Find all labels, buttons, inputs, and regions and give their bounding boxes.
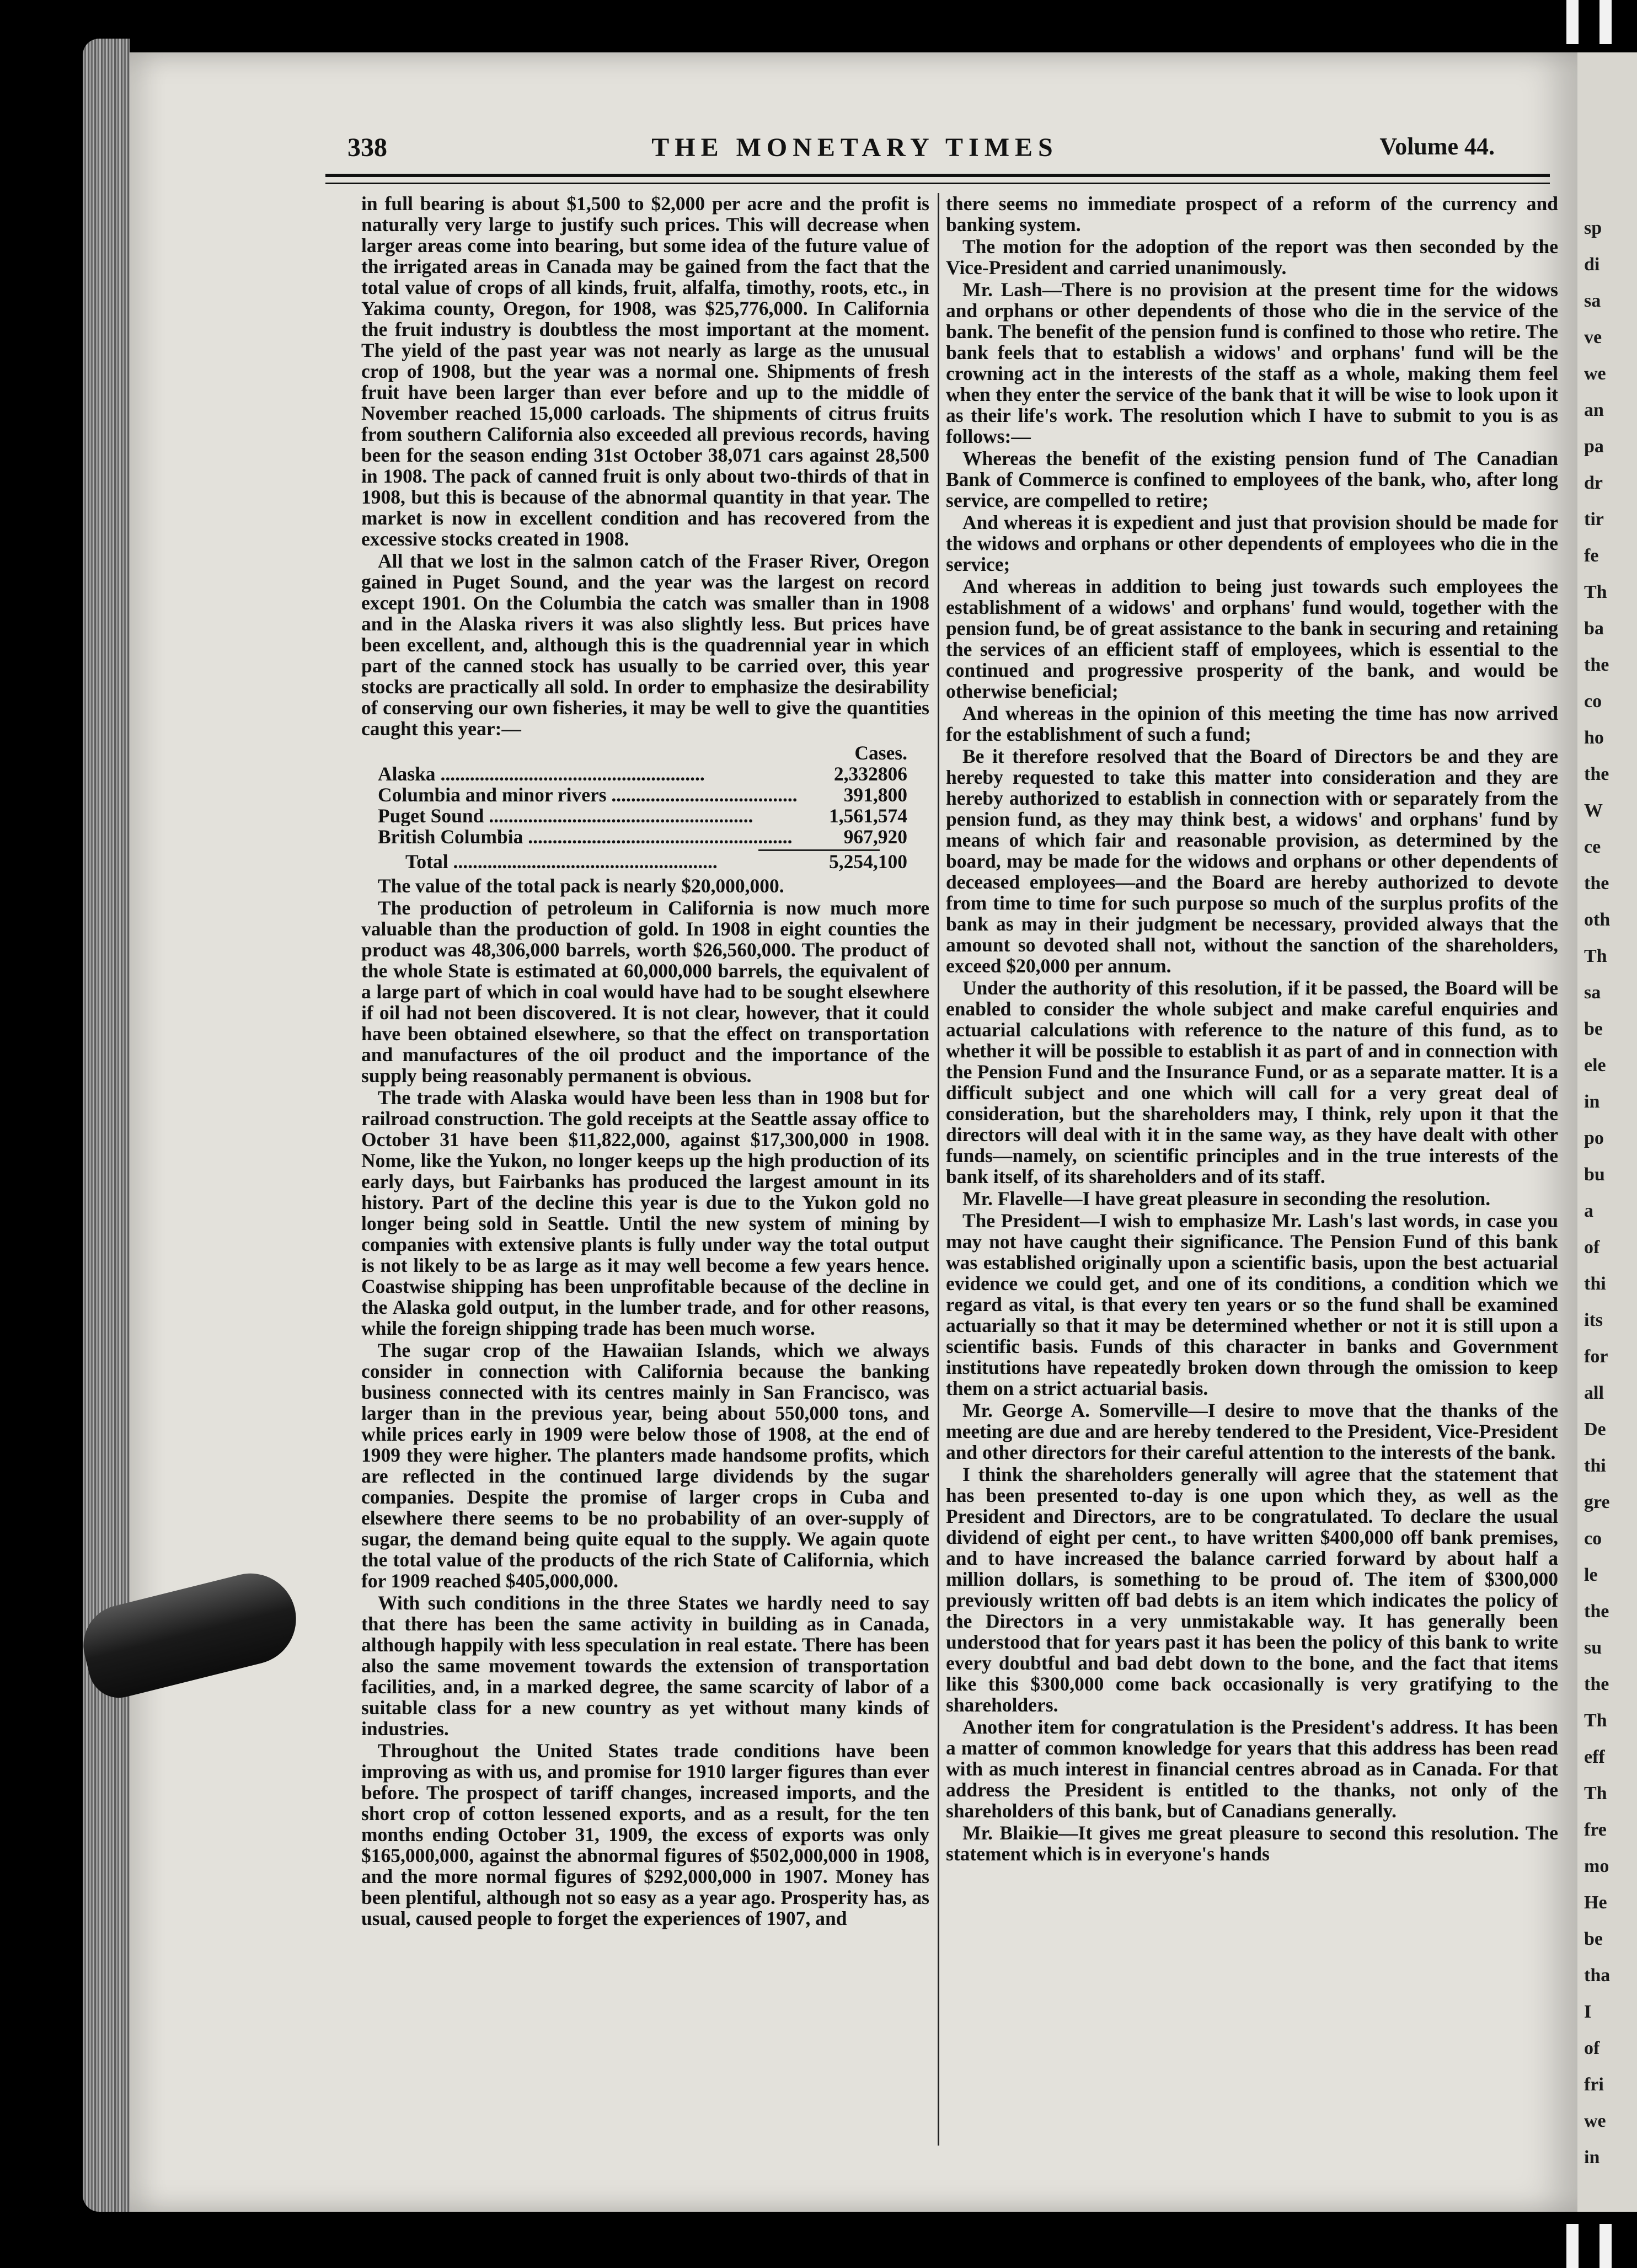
table-cell-place: British Columbia ..... <box>361 826 797 847</box>
adjacent-page-fragment: be <box>1584 1929 1603 1949</box>
adjacent-page-fragment: dr <box>1584 473 1603 493</box>
adjacent-page-fragment: ho <box>1584 728 1604 748</box>
resolution-clause: And whereas in the opinion of this meeting the time has now arrived for the establishment of such a fund; <box>946 702 1558 745</box>
header-rule <box>325 174 1550 184</box>
article-paragraph: The trade with Alaska would have been less than in 1908 but for railroad construction. The gold receipts at the Seattle assay office to October 31 have been $11,822,000, against $17,300,000 in 1908. Nome, like the Yukon, no longer keeps up the high production of its early days, but Fairbanks has produced the largest amount in its history. Part of the decline this year is due to the Yukon gold no longer being sold in Seattle. Until the new system of mining by companies with extensive plants is fully under way the total output is not likely to be as large as it may well become a few years hence. Coastwise shipping has been unprofitable because of the decline in the Alaska gold output, in the lumber trade, and for other reasons, while the foreign shipping trade has been much worse. <box>361 1087 929 1339</box>
adjacent-page-fragment: fri <box>1584 2074 1604 2095</box>
film-marker-top-right <box>1599 0 1612 44</box>
adjacent-page-fragment: all <box>1584 1383 1604 1403</box>
table-cell-place: Puget Sound ..... <box>361 805 797 826</box>
article-paragraph: there seems no immediate prospect of a reform of the currency and banking system. <box>946 193 1558 236</box>
article-paragraph: With such conditions in the three States we hardly need to say that there has been the same activity in building as in Canada, although happily with less speculation in real estate. There has been also the same movement towards the extension of transportation facilities, and, in a marked degree, the same scarcity of labor of a suitable class for a new country as yet without many kinds of industries. <box>361 1592 929 1740</box>
adjacent-page-fragment: ve <box>1584 327 1602 347</box>
article-paragraph: Another item for congratulation is the President's address. It has been a matter of common knowledge for years that this address has been read with as much interest in financial centres abroad as in Canada. For that address the President is entitled to the thanks, not only of the shareholders of this bank, but of Canadians generally. <box>946 1716 1558 1822</box>
adjacent-page-fragment: le <box>1584 1565 1598 1585</box>
adjacent-page-fragment: fe <box>1584 545 1599 566</box>
adjacent-page-fragment: be <box>1584 1019 1603 1039</box>
adjacent-page-fragment: co <box>1584 1528 1602 1549</box>
resolution-clause: Be it therefore resolved that the Board of Directors be and they are hereby requested to take this matter into consideration and they are hereby authorized to establish in connection with or separately from the pension fund, as they may think best, a widows' and orphans' fund by means of which fair and reasonable provision, as determined by the board, may be made for the widows and orphans or other dependents of deceased employees—and the Board are hereby authorized to devote from time to time for such purpose so much of the surplus profits of the bank as may in their judgment be necessary, provided always that the amount so devoted shall not, without the sanction of the shareholders, exceed $20,000 per annum. <box>946 745 1558 977</box>
adjacent-page-fragment: di <box>1584 254 1600 275</box>
article-paragraph: All that we lost in the salmon catch of the Fraser River, Oregon gained in Puget Sound, and the year was the largest on record except 1901. On the Columbia the catch was smaller than in 1908 and in the Alaska rivers it was also slightly less. But prices have been excellent, and, although this is the quadrennial year in which part of the canned stock has usually to be carried over, this year stocks are practically all sold. In order to emphasize the desirability of conserving our own fisheries, it may be well to give the quantities caught this year:— <box>361 550 929 740</box>
table-cell-place: Alaska ..... <box>361 763 797 784</box>
adjacent-page-fragment: bu <box>1584 1164 1605 1185</box>
adjacent-page-strip <box>1577 52 1637 2212</box>
adjacent-page-fragment: mo <box>1584 1856 1609 1876</box>
adjacent-page-fragment: thi <box>1584 1274 1606 1294</box>
left-column <box>361 193 929 2157</box>
adjacent-page-fragment: sa <box>1584 291 1601 311</box>
table-cell-place: Columbia and minor rivers ..... <box>361 784 797 805</box>
table-row <box>361 784 929 805</box>
publication-title: THE MONETARY TIMES <box>651 133 1058 162</box>
adjacent-page-fragment: the <box>1584 873 1609 894</box>
adjacent-page-fragment: tir <box>1584 509 1604 529</box>
adjacent-page-fragment: oth <box>1584 910 1611 930</box>
article-paragraph: in full bearing is about $1,500 to $2,000 per acre and the profit is naturally very large to justify such prices. This will decrease when larger areas come into bearing, but some idea of the future value of the irrigated areas in Canada may be gained from the fact that the total value of crops of all kinds, fruit, alfalfa, timothy, roots, etc., in Yakima county, Oregon, for 1908, was $25,776,000. In California the fruit industry is doubtless the most important at the moment. The yield of the past year was not nearly as large as the unusual crop of 1908, but the year was a normal one. Shipments of fresh fruit have been larger than ever before and up to the middle of November reached 15,000 carloads. The shipments of citrus fruits from southern California also exceeded all previous records, having been for the season ending 31st October 38,071 cars against 28,500 in 1908. The pack of canned fruit is only about two-thirds of that in 1908, but this is because of the abnormal quantity in that year. The market is now in excellent condition and has recovered from the excessive stocks created in 1908. <box>361 193 929 550</box>
adjacent-page-fragment: ba <box>1584 618 1604 639</box>
resolution-clause: And whereas in addition to being just towards such employees the establishment of a widows' and orphans' fund would, together with the pension fund, be of great assistance to the bank in securing and retaining the services of an efficient staff of employees, which is essential to the continued and progressive prosperity of the bank, and would be otherwise beneficial; <box>946 575 1558 702</box>
adjacent-page-fragment: ele <box>1584 1055 1606 1076</box>
adjacent-page-fragment: gre <box>1584 1492 1610 1512</box>
adjacent-page-fragment: an <box>1584 400 1604 420</box>
article-paragraph: The sugar crop of the Hawaiian Islands, which we always consider in connection with California because the banking business connected with its centres mainly in San Francisco, was larger than in the previous year, being about 550,000 tons, and while prices early in 1909 were below those of 1908, at the end of 1909 they were higher. The planters made handsome profits, which are reflected in the continued large dividends by the sugar companies. Despite the promise of larger crops in Cuba and elsewhere there seems to be no probability of an over-supply of sugar, the demand being quite equal to the supply. We again quote the total value of the products of the rich State of California, which for 1909 reached $405,000,000. <box>361 1339 929 1592</box>
adjacent-page-fragment: sa <box>1584 982 1601 1003</box>
adjacent-page-fragment: eff <box>1584 1747 1605 1767</box>
adjacent-page-fragment: of <box>1584 1237 1600 1258</box>
column-divider <box>938 193 939 2146</box>
adjacent-page-fragment: of <box>1584 2038 1600 2058</box>
article-paragraph: Throughout the United States trade conditions have been improving as with us, and promise for 1910 larger figures than ever before. The prospect of tariff changes, increased imports, and the short crop of cotton lessened exports, and as a result, for the ten months ending October 31, 1909, the excess of exports was only $165,000,000, against the abnormal figures of $502,000,000 in 1908, and the more normal figures of $292,000,000 in 1907. Money has been plentiful, although not so easy as a year ago. Prosperity has, as usual, caused people to forget the experiences of 1907, and <box>361 1740 929 1929</box>
adjacent-page-fragment: I <box>1584 2002 1592 2022</box>
adjacent-page-fragment: for <box>1584 1346 1608 1367</box>
article-paragraph: The motion for the adoption of the report was then seconded by the Vice-President and carried unanimously. <box>946 236 1558 279</box>
page-number: 338 <box>347 133 387 162</box>
article-paragraph: Mr. Flavelle—I have great pleasure in seconding the resolution. <box>962 1188 1491 1210</box>
adjacent-page-fragment: De <box>1584 1419 1606 1440</box>
table-cell-cases: 391,800 <box>843 784 907 806</box>
adjacent-page-fragment: sp <box>1584 218 1602 238</box>
adjacent-page-fragment: ce <box>1584 837 1601 857</box>
article-paragraph: The production of petroleum in California is now much more valuable than the production of gold. In 1908 in eight counties the product was 48,306,000 barrels, worth $26,560,000. The product of the whole State is estimated at 60,000,000 barrels, the equivalent of a large part of which in coal would have had to be sought elsewhere if oil had not been discovered. It is not clear, however, that it could have been obtained elsewhere, so that the effect on transportation and manufactures of the oil product and the importance of the supply being reasonably permanent is obvious. <box>361 897 929 1087</box>
adjacent-page-fragment: Th <box>1584 1710 1607 1731</box>
table-cell-cases: 967,920 <box>843 826 907 848</box>
adjacent-page-fragment: fre <box>1584 1820 1607 1840</box>
table-header: Cases. <box>854 742 907 764</box>
article-paragraph: Under the authority of this resolution, if it be passed, the Board will be enabled to consider the whole subject and make careful enquiries and actuarial calculations with reference to the nature of this fund, as to whether it will be possible to establish it as part of and in connection with the Pension Fund and the Insurance Fund, or as a separate matter. It is a difficult subject and one which will call for a very great deal of consideration, but the shareholders may, I think, rely upon it that the directors will deal with it in the same way, as they have dealt with other funds—namely, on scientific principles and in the true interests of the bank itself, of its shareholders and of its staff. <box>946 977 1558 1188</box>
film-marker-bottom-left <box>1566 2224 1579 2268</box>
table-row <box>361 763 929 784</box>
article-paragraph: I think the shareholders generally will agree that the statement that has been presented to-day is one upon which they, as well as the President and Directors, are to be congratulated. To declare the usual dividend of eight per cent., to have written $400,000 off bank premises, and to have increased the balance carried forward by about half a million dollars, is something to be proud of. The item of $300,000 previously written off bad debts is an item which indicates the policy of the Directors in a very unmistakable way. It has generally been understood that for years past it has been the policy of this bank to write every doubtful and bad debt down to the bone, and the fact that items like this $300,000 come back occasionally is very gratifying to the shareholders. <box>946 1463 1558 1716</box>
article-paragraph: Mr. Lash—There is no provision at the present time for the widows and orphans or other dependents of those who die in the service of the bank. The benefit of the pension fund is confined to those who retire. The bank feels that to establish a widows' and orphans' fund will be the crowning act in the interests of the staff as a whole, making them feel when they enter the service of the bank that it will be wise to look upon it as their life's work. The resolution which I have to submit to you is as follows:— <box>946 279 1558 447</box>
book-page-edges <box>83 39 130 2212</box>
right-column <box>946 193 1558 2157</box>
adjacent-page-fragment: we <box>1584 2111 1606 2131</box>
adjacent-page-fragment: Th <box>1584 582 1607 602</box>
adjacent-page-fragment: tha <box>1584 1965 1611 1986</box>
adjacent-page-fragment: in <box>1584 1092 1600 1112</box>
adjacent-page-fragment: its <box>1584 1310 1603 1330</box>
adjacent-page-fragment: the <box>1584 764 1609 784</box>
adjacent-page-fragment: the <box>1584 1674 1609 1694</box>
adjacent-page-fragment: the <box>1584 655 1609 675</box>
page-header <box>215 127 1495 171</box>
adjacent-page-fragment: Th <box>1584 1783 1607 1804</box>
table-cell-cases: 1,561,574 <box>829 805 907 827</box>
table-total-label: Total ..... <box>361 851 797 872</box>
adjacent-page-fragment: W <box>1584 800 1603 821</box>
adjacent-page-fragment: in <box>1584 2147 1600 2168</box>
adjacent-page-fragment: pa <box>1584 436 1604 457</box>
adjacent-page-fragment: co <box>1584 691 1602 712</box>
film-marker-bottom-right <box>1599 2224 1612 2268</box>
article-paragraph: Mr. George A. Somerville—I desire to move that the thanks of the meeting are due and are hereby tendered to the President, Vice-President and other directors for their careful attention to the interests of the bank. <box>946 1399 1558 1463</box>
adjacent-page-fragment: Th <box>1584 946 1607 966</box>
adjacent-page-fragment: thi <box>1584 1456 1606 1476</box>
resolution-clause: And whereas it is expedient and just that provision should be made for the widows and orphans or other dependents of employees who die in the service; <box>946 511 1558 575</box>
table-total-value: 5,254,100 <box>829 851 907 873</box>
table-row <box>361 805 929 826</box>
adjacent-page-fragment: a <box>1584 1201 1593 1221</box>
adjacent-page-fragment: su <box>1584 1638 1602 1658</box>
salmon-catch-table <box>361 742 929 872</box>
table-total-row <box>361 851 929 872</box>
article-paragraph: The President—I wish to emphasize Mr. Lash's last words, in case you may not have caught their significance. The Pension Fund of this bank was established originally upon a scientific basis, upon the best actuarial evidence we could get, and one of its conditions, a condition which we regard as vital, is that every ten years or so the fund shall be examined actuarially so that it may be determined whether or not it is still upon a scientific basis. Funds of this character in banks and Government institutions have repeatedly broken down through the omission to keep them on a strict actuarial basis. <box>946 1210 1558 1399</box>
article-paragraph: The value of the total pack is nearly $20,000,000. <box>378 875 784 897</box>
adjacent-page-fragment: the <box>1584 1601 1609 1622</box>
table-row <box>361 826 929 847</box>
resolution-clause: Whereas the benefit of the existing pension fund of The Canadian Bank of Commerce is confined to employees of the bank, who, after long service, are compelled to retire; <box>946 447 1558 511</box>
adjacent-page-fragment: po <box>1584 1128 1604 1148</box>
article-paragraph: Mr. Blaikie—It gives me great pleasure to second this resolution. The statement which is in everyone's hands <box>946 1822 1558 1865</box>
adjacent-page-fragment: He <box>1584 1892 1607 1913</box>
film-marker-top-left <box>1566 0 1579 44</box>
adjacent-page-fragment: we <box>1584 363 1606 384</box>
volume-label: Volume 44. <box>1379 133 1495 160</box>
table-cell-cases: 2,332806 <box>833 763 907 785</box>
